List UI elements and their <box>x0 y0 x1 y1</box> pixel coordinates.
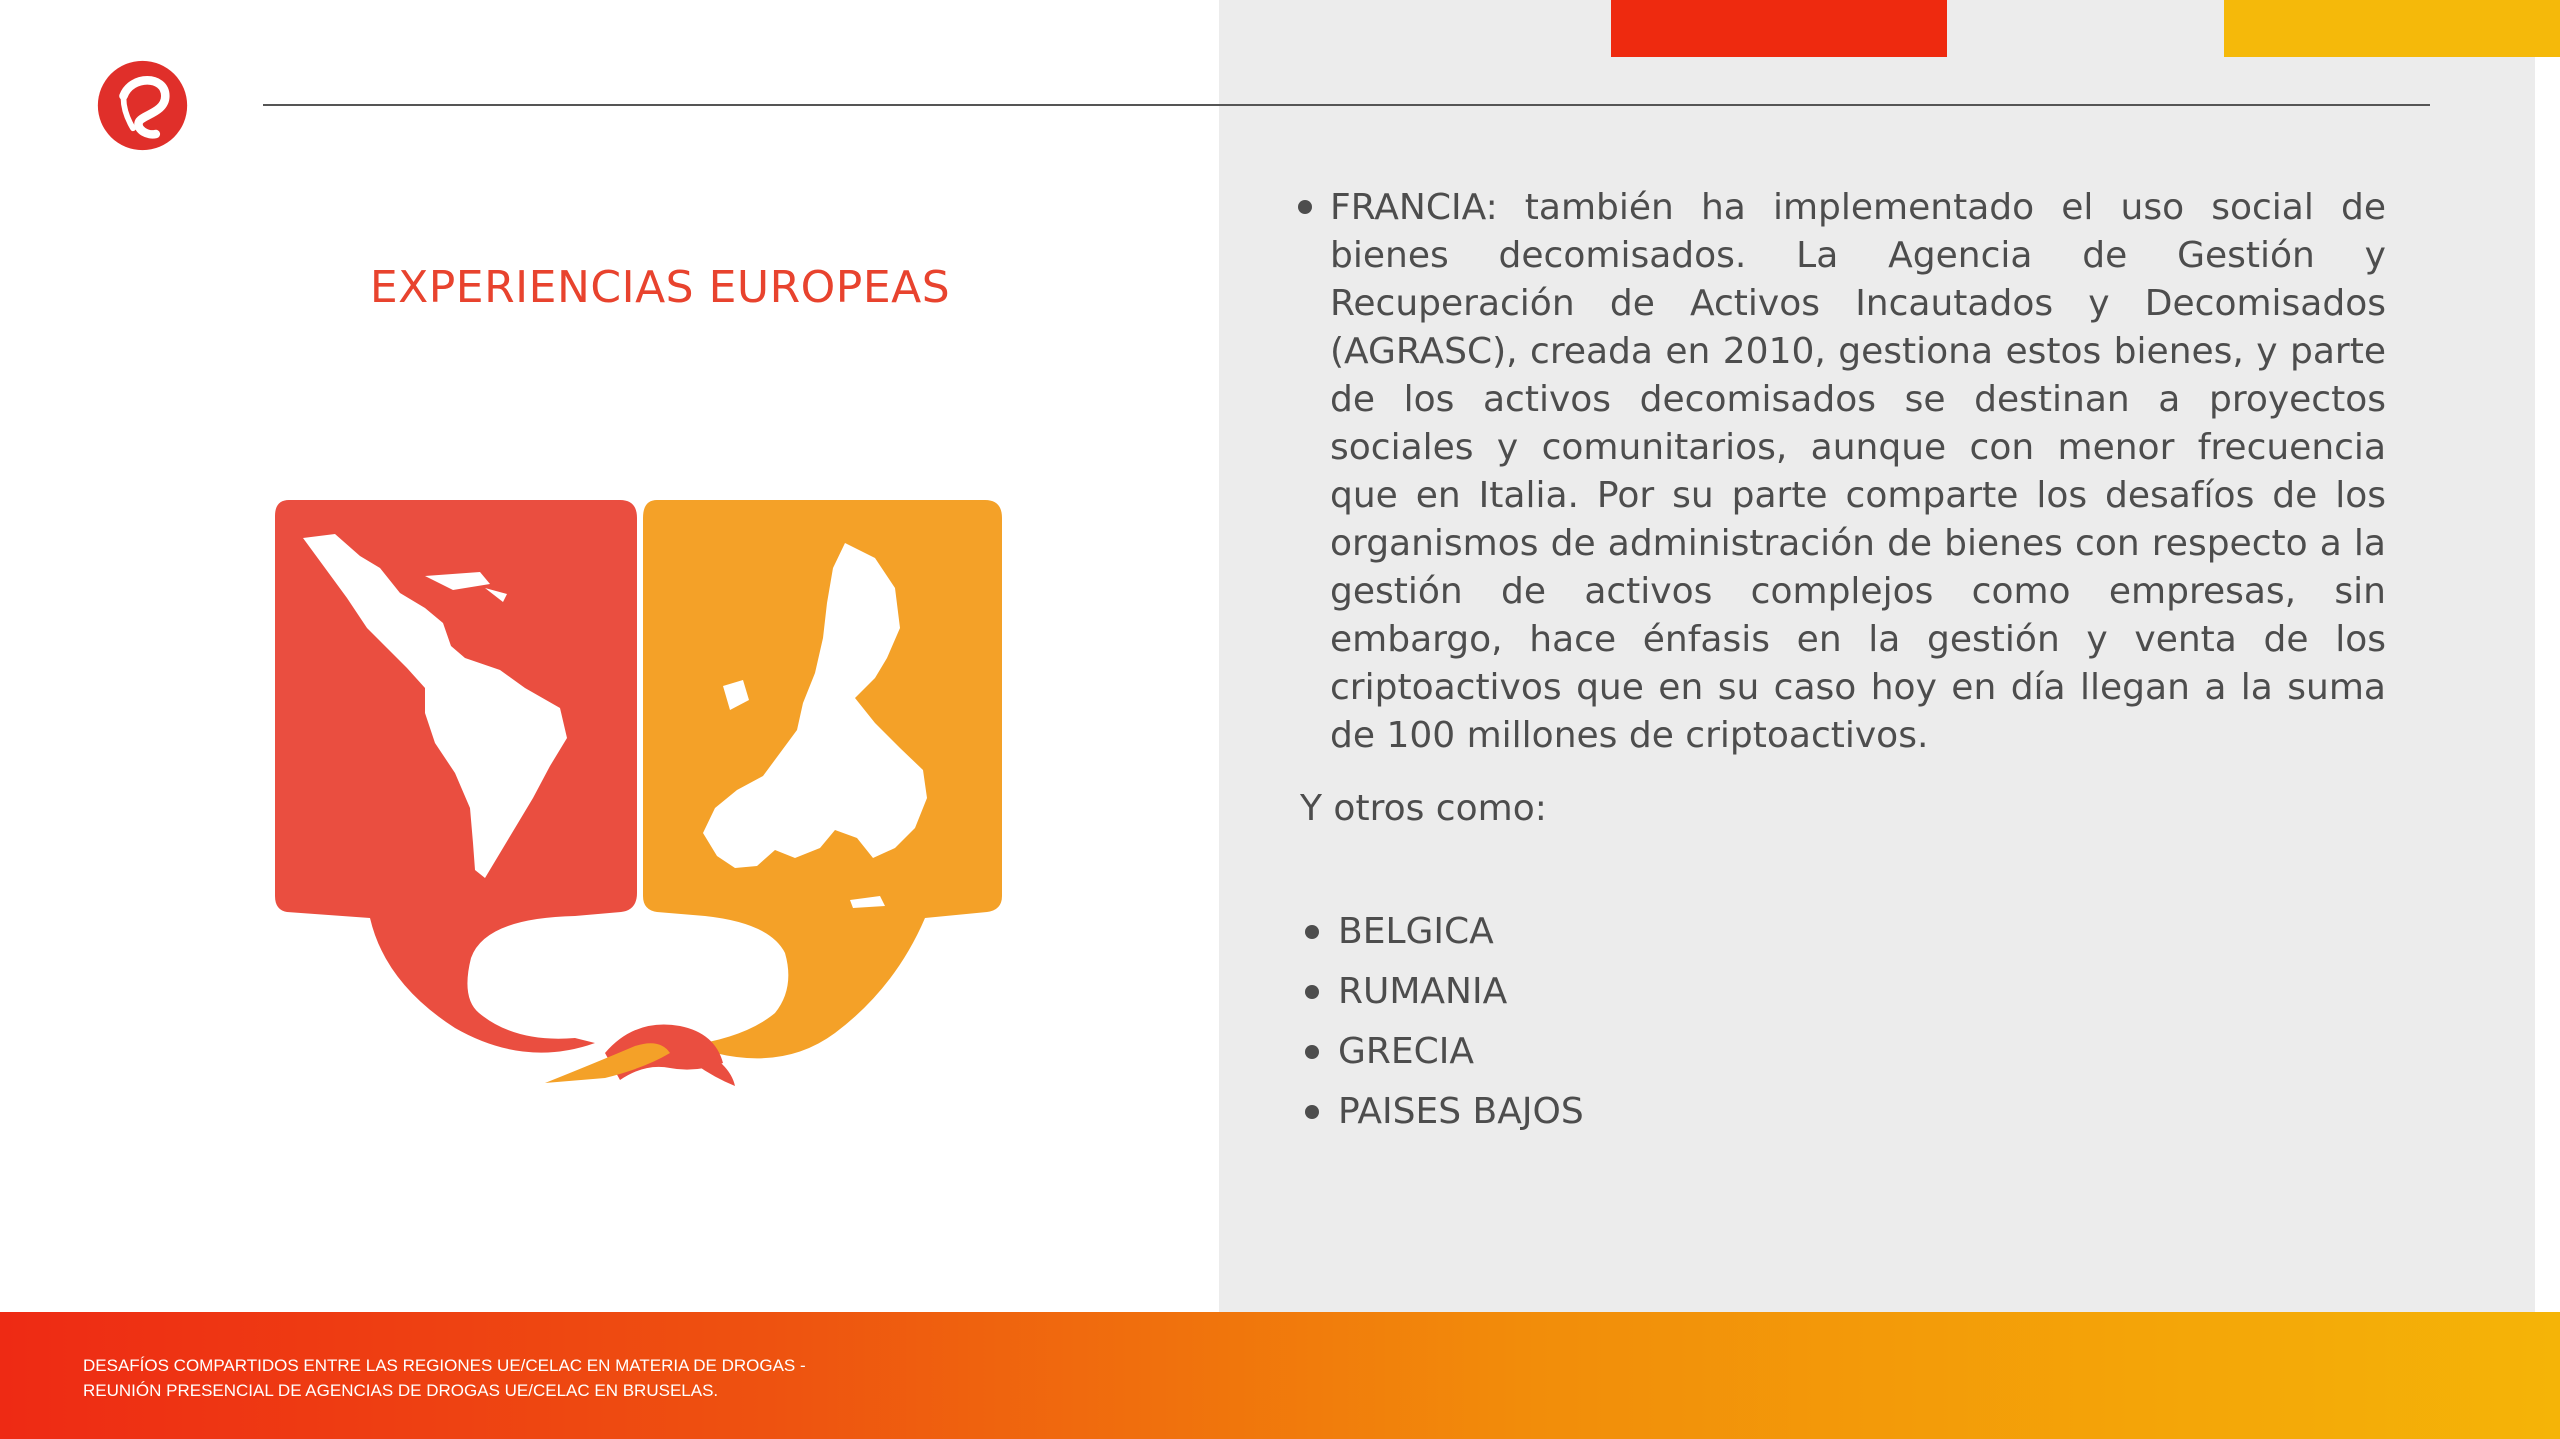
country-list <box>1300 908 1584 1148</box>
list-item: PAISES BAJOS <box>1300 1088 1584 1148</box>
brand-logo-icon <box>95 58 190 153</box>
list-item: GRECIA <box>1300 1028 1584 1088</box>
france-paragraph: FRANCIA: también ha implementado el uso social de bienes decomisados. La Agencia de Gestión y Recuperación de Activos Incautados y Decomisados (AGRASC), creada en 2010, gestiona estos bienes, y parte de los activos decomisados se destinan a proyectos sociales y comunitarios, aunque con menor frecuencia que en Italia. Por su parte comparte los desafíos de los organismos de administración de bienes con respecto a la gestión de activos complejos como empresas, sin embargo, hace énfasis en la gestión y venta de los criptoactivos que en su caso hoy en día llegan a la suma de 100 millones de criptoactivos. <box>1330 187 2386 756</box>
bullet-dot <box>1305 985 1319 999</box>
list-item: RUMANIA <box>1300 968 1584 1028</box>
footer-line-2: REUNIÓN PRESENCIAL DE AGENCIAS DE DROGAS UE/CELAC EN BRUSELAS. <box>83 1381 719 1400</box>
accent-bar-red <box>1611 0 1947 57</box>
others-heading: Y otros como: <box>1300 788 1547 829</box>
bullet-dot <box>1305 925 1319 939</box>
accent-bar-yellow <box>2224 0 2560 57</box>
list-item: BELGICA <box>1300 908 1584 968</box>
bullet-dot <box>1298 200 1312 214</box>
header-divider <box>263 104 2430 106</box>
right-edge-strip <box>2535 0 2560 1312</box>
footer-banner <box>0 1312 2560 1439</box>
footer-line-1: DESAFÍOS COMPARTIDOS ENTRE LAS REGIONES UE/CELAC EN MATERIA DE DROGAS - <box>83 1356 806 1375</box>
bullet-dot <box>1305 1105 1319 1119</box>
latam-europe-emblem-icon <box>275 498 1005 1088</box>
slide-title: EXPERIENCIAS EUROPEAS <box>369 262 951 313</box>
footer-caption <box>83 1353 806 1403</box>
bullet-dot <box>1305 1045 1319 1059</box>
